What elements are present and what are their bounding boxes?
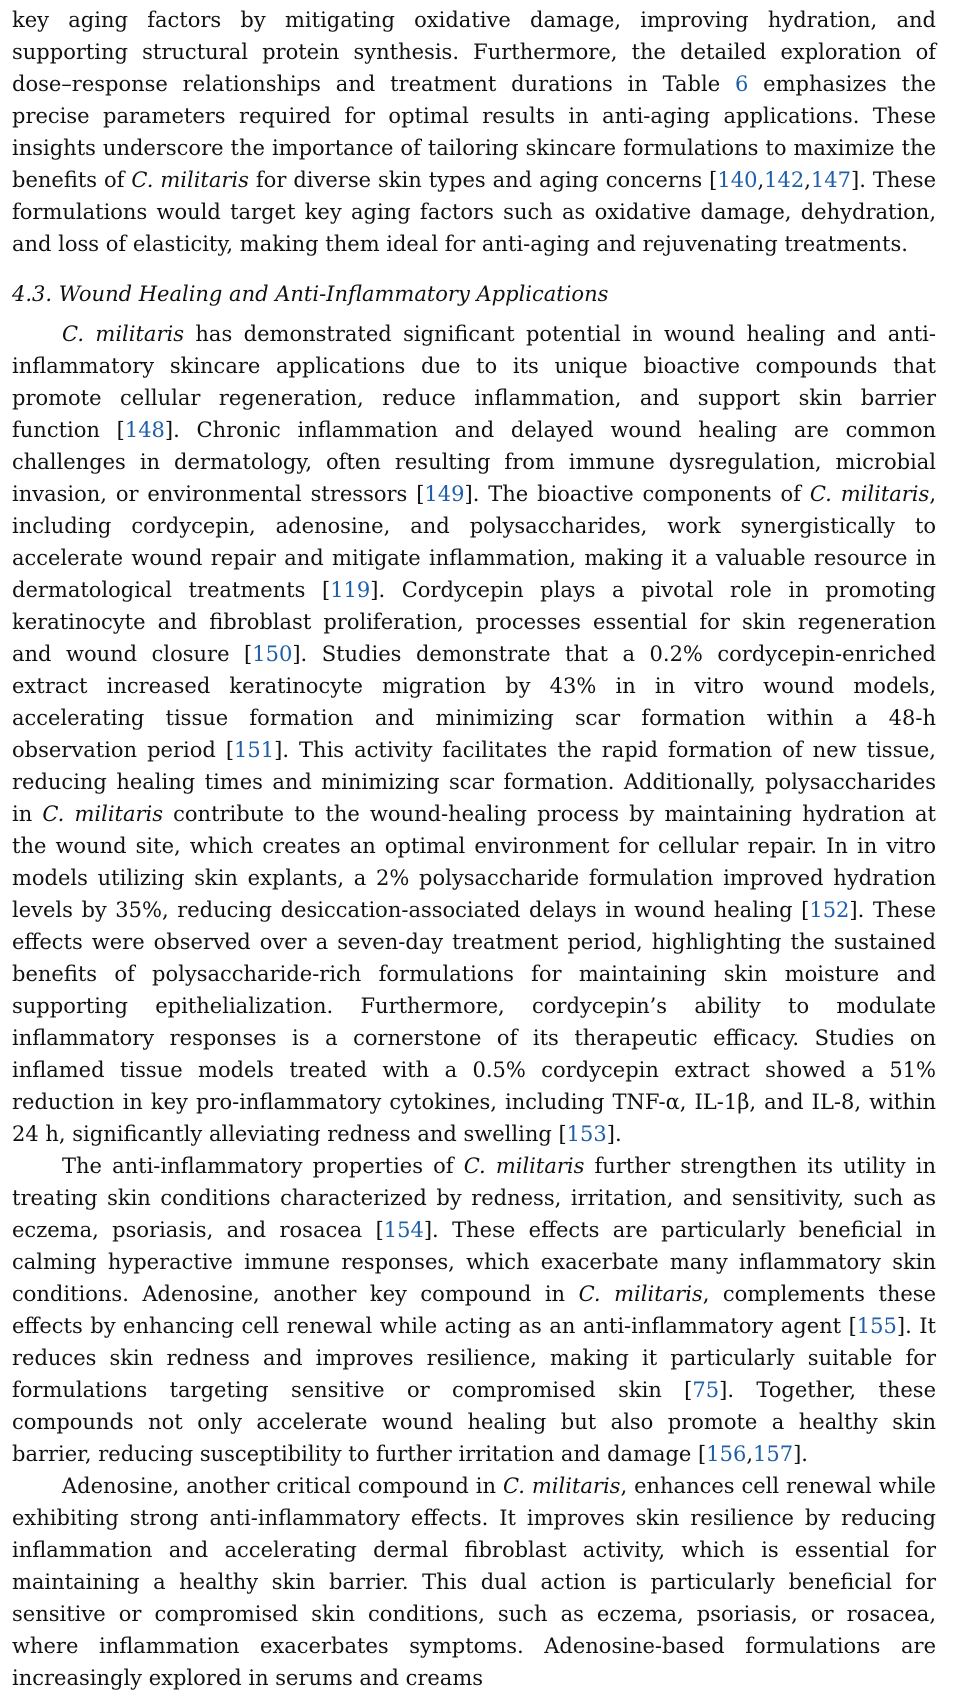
species-name: C. militaris bbox=[578, 1282, 703, 1306]
citation-link[interactable]: 157 bbox=[753, 1442, 794, 1466]
species-name: C. militaris bbox=[463, 1154, 585, 1178]
citation-link[interactable]: 119 bbox=[330, 578, 371, 602]
species-name: C. militaris bbox=[502, 1474, 621, 1498]
citation-link[interactable]: 148 bbox=[124, 418, 165, 442]
citation-link[interactable]: 140 bbox=[717, 168, 758, 192]
species-name: C. militaris bbox=[131, 168, 249, 192]
citation-link[interactable]: 142 bbox=[764, 168, 805, 192]
citation-link[interactable]: 154 bbox=[383, 1218, 424, 1242]
section-heading: 4.3. Wound Healing and Anti-Inflammatory Applications bbox=[12, 282, 609, 306]
citation-link[interactable]: 155 bbox=[856, 1314, 897, 1338]
citation-link[interactable]: 149 bbox=[424, 482, 465, 506]
citation-link[interactable]: 153 bbox=[566, 1122, 607, 1146]
species-name: C. militaris bbox=[62, 322, 184, 346]
body-paragraph-2: The anti-inflammatory properties of C. militaris further strengthen its utility in treating skin conditions characterized by redness, irritation, and sensitivity, such as eczema, psoriasis, and rosacea [154]. These effects are particularly beneficial in calming hyperactive immune responses, which exacerbate many inflammatory skin conditions. Adenosine, another key compound in C. militaris, complements these effects by enhancing cell renewal while acting as an anti-inflammatory agent [155]. It reduces skin redness and improves resilience, making it particularly suitable for formulations targeting sensitive or compromised skin [75]. Together, these compounds not only accelerate wound healing but also promote a healthy skin barrier, reducing susceptibility to further irritation and damage [156,157]. bbox=[12, 1154, 936, 1466]
body-paragraph-1: C. militaris has demonstrated significant potential in wound healing and anti-inflammatory skincare applications due to its unique bioactive compounds that promote cellular regeneration, reduce inflammation, and support skin barrier function [148]. Chronic inflammation and delayed wound healing are common challenges in dermatology, often resulting from immune dysregulation, microbial invasion, or environmental stressors [149]. The bioactive components of C. militaris, including cordycepin, adenosine, and polysaccharides, work synergistically to accelerate wound repair and mitigate inflammation, making it a valuable resource in dermatological treatments [119]. Cordycepin plays a pivotal role in promoting keratinocyte and fibroblast proliferation, processes essential for skin regeneration and wound closure [150]. Studies demonstrate that a 0.2% cordycepin-enriched extract increased keratinocyte migration by 43% in in vitro wound models, accelerating tissue formation and minimizing scar formation within a 48-h observation period [151]. This activity facilitates the rapid formation of new tissue, reducing healing times and minimizing scar formation. Additionally, polysaccharides in C. militaris contribute to the wound-healing process by maintaining hydration at the wound site, which creates an optimal environment for cellular repair. In in vitro models utilizing skin explants, a 2% polysaccharide formulation improved hydration levels by 35%, reducing desiccation-associated delays in wound healing [152]. These effects were observed over a seven-day treatment period, highlighting the sustained benefits of polysaccharide-rich formulations for maintaining skin moisture and supporting epithelialization. Furthermore, cordycepin’s ability to modulate inflammatory responses is a cornerstone of its therapeutic efficacy. Studies on inflamed tissue models treated with a 0.5% cordycepin extract showed a 51% reduction in key pro-inflammatory cytokines, including TNF-α, IL-1β, and IL-8, within 24 h, significantly alleviating redness and swelling [153]. bbox=[12, 322, 936, 1146]
citation-link[interactable]: 75 bbox=[692, 1378, 720, 1402]
citation-link[interactable]: 156 bbox=[706, 1442, 747, 1466]
species-name: C. militaris bbox=[42, 802, 164, 826]
citation-link[interactable]: 150 bbox=[252, 642, 293, 666]
intro-paragraph: key aging factors by mitigating oxidative damage, improving hydration, and supporting structural protein synthesis. Furthermore, the detailed exploration of dose–response relationships and treatment durations in Table 6 emphasizes the precise parameters required for optimal results in anti-aging applications. These insights underscore the importance of tailoring skincare formulations to maximize the benefits of C. militaris for diverse skin types and aging concerns [140,142,147]. These formulations would target key aging factors such as oxidative damage, dehydration, and loss of elasticity, making them ideal for anti-aging and rejuvenating treatments. bbox=[12, 8, 937, 256]
species-name: C. militaris bbox=[809, 482, 930, 506]
body-paragraph-3: Adenosine, another critical compound in C. militaris, enhances cell renewal while exhibiting strong anti-inflammatory effects. It improves skin resilience by reducing inflammation and accelerating dermal fibroblast activity, which is essential for maintaining a healthy skin barrier. This dual action is particularly beneficial for sensitive or compromised skin conditions, such as eczema, psoriasis, or rosacea, where inflammation exacerbates symptoms. Adenosine-based formulations are increasingly explored in serums and creams bbox=[12, 1474, 936, 1690]
citation-link[interactable]: 152 bbox=[809, 898, 850, 922]
citation-link[interactable]: 151 bbox=[234, 738, 275, 762]
table-link[interactable]: 6 bbox=[734, 72, 749, 96]
citation-link[interactable]: 147 bbox=[810, 168, 851, 192]
